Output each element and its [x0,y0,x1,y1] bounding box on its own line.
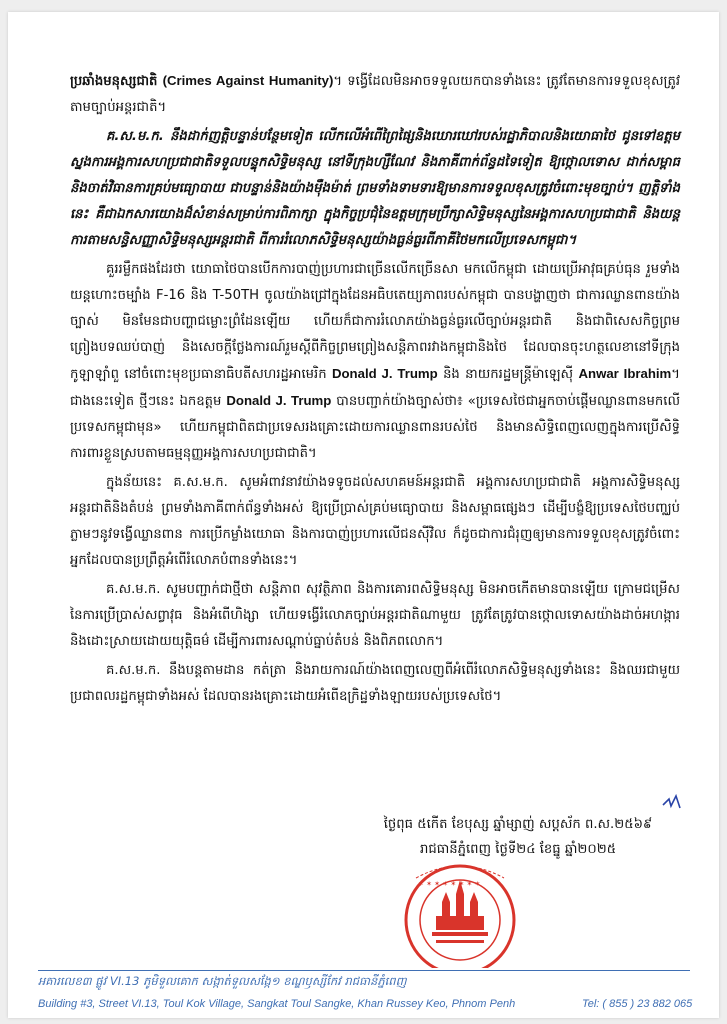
p3-name-anwar: Anwar Ibrahim [578,366,672,381]
p3-part-c: ។ ជាងនេះទៀត ថ្មីៗនេះ ឯកឧត្តម [70,367,680,409]
p1-rest: ។ ទង្វើដែលមិនអាចទទួលយកបានទាំងនេះ ត្រូវតែមានការទទួលខុសត្រូវតាមច្បាប់អន្តរជាតិ។ [70,74,681,115]
footer-khmer-address: អគារលេខ៣ ផ្លូវ VI.13 ភូមិទួលគោក សង្កាត់ទួលសង្កែ១ ខណ្ឌឫស្សីកែវ រាជធានីភ្នំពេញ [38,974,407,988]
handwritten-mark-icon [660,791,684,813]
paragraph-5: គ.ស.ម.ក. សូមបញ្ជាក់ជាថ្មីថា សន្តិភាព សុវត្ថិភាព និងការគោរពសិទ្ធិមនុស្ស មិនអាចកើតមានបានឡើយ ក្រោមជម្រើសនៃការប្រើប្រាស់សព្វាវុធ និងអំពើហិង្សា ហើយទង្វើរំលោភច្បាប់អន្តរជាតិណាមួយ ត្រូវតែត្រូវបានថ្កោលទោសយ៉ាងដាច់អហង្ការ និងដោះស្រាយដោយយុត្តិធម៌ ដើម្បីការពារសណ្តាប់ធ្នាប់តំបន់ និងពិភពលោក។ [70,582,680,649]
footer-english-address: Building #3, Street VI.13, Toul Kok Village, Sangkat Toul Sangke, Khan Russey Keo, Phnom Penh [38,998,516,1010]
p1-khmer: ប្រឆាំងមនុស្សជាតិ [70,74,158,89]
document-page [8,12,719,1018]
paragraph-1 [70,68,680,121]
lunar-date: ថ្ងៃពុធ ៥កើត ខែបុស្ស ឆ្នាំម្សាញ់ សប្តស័ក ព.ស.២៥៦៩ [383,817,653,832]
footer-telephone: Tel: ( 855 ) 23 882 065 [582,998,693,1010]
p3-part-a: គួររម្លឹកផងដែរថា យោធាថៃបានបើកការបាញ់ប្រហារជាច្រើនលើកច្រើនសា មកលើកម្ពុជា ដោយប្រើអាវុធគ្រប់ធុន រួមទាំងយន្តហោះចម្បាំង F-16 និង T-50TH ចូលយ៉ាងជ្រៅក្នុងដែនអធិបតេយ្យភាពរបស់កម្ពុជា បានបង្ហាញថា ជាការឈ្លានពានយ៉ាងច្បាស់ មិនមែនជាបញ្ហាជម្លោះព្រំដែនឡើយ ហើយក៏ជាការរំលោភយ៉ាងធ្ងន់ធ្ងរលើច្បាប់អន្តរជាតិ និងជាពិសេសកិច្ចព្រមព្រៀងបទឈប់បាញ់ និងសេចក្តីថ្លែងការណ៍រួមស្តីពីកិច្ចព្រមព្រៀងសន្តិភាពរវាងកម្ពុជានិងថៃ ដែលបានចុះហត្ថលេខានៅទីក្រុងកូឡាឡាំពួ នៅចំពោះមុខប្រធានាធិបតីសហរដ្ឋអាមេរិក [70,262,680,382]
p3-name-trump-2: Donald J. Trump [226,393,332,408]
p3-part-b: និង នាយករដ្ឋមន្ត្រីម៉ាឡេស៊ី [443,367,574,382]
p3-part-d: បានបញ្ជាក់យ៉ាងច្បាស់ថា៖ «ប្រទេសថៃជាអ្នកចាប់ផ្តើមឈ្លានពានមកលើប្រទេសកម្ពុជាមុន» ហើយកម្ពុជាពិតជាប្រទេសរងគ្រោះដោយការឈ្លានពានរបស់ថៃ និងមានសិទ្ធិពេញលេញក្នុងការប្រើសិទ្ធិការពារខ្លួនស្របតាមធម្មនុញ្ញអង្គការសហប្រជាជាតិ។ [70,394,681,461]
official-seal-icon [376,858,544,968]
date-block [368,812,668,862]
svg-text:✶ ✶ ✶ ✶ ✶ ✶ ✶ ✶: ✶ ✶ ✶ ✶ ✶ ✶ ✶ ✶ [418,880,481,888]
solar-date: រាជធានីភ្នំពេញ ថ្ងៃទី២៤ ខែធ្នូ ឆ្នាំ២០២៥ [419,842,617,857]
p1-english-term: (Crimes Against Humanity) [162,73,334,88]
paragraph-4: ក្នុងន័យនេះ គ.ស.ម.ក. សូមអំពាវនាវយ៉ាងទទូចដល់សហគមន៍អន្តរជាតិ អង្គការសហប្រជាជាតិ អង្គការសិទ្ធិមនុស្សអន្តរជាតិនិងតំបន់ ព្រមទាំងភាគីពាក់ព័ន្ធទាំងអស់ ឱ្យប្រើប្រាស់គ្រប់មធ្យោបាយ និងសម្ពាធផ្សេងៗ ដើម្បីបង្ខំឱ្យប្រទេសថៃបញ្ឈប់ភ្លាមៗនូវទង្វើឈ្លានពាន ការប្រើកម្លាំងយោធា និងការបាញ់ប្រហារលើជនស៊ីវិល ក៏ដូចជាការជំរុញឲ្យមានការទទួលខុសត្រូវចំពោះអ្នកដែលបានប្រព្រឹត្តអំពើរំលោភបំពានទាំងនេះ។ [70,475,680,568]
paragraph-3 [70,257,680,467]
letter-body [70,68,680,713]
paragraph-2: គ.ស.ម.ក. នឹងដាក់ញត្តិបន្ទាន់បន្ថែមទៀត លើកលើអំពើព្រៃផ្សៃនិងឃោរឃៅរបស់រដ្ឋាភិបាលនិងយោធាថៃ ជូនទៅឧត្តមស្នងការអង្គការសហប្រជាជាតិទទួលបន្ទុកសិទ្ធិមនុស្ស នៅទីក្រុងហ្សឺណែវ និងភាគីពាក់ព័ន្ធដទៃទៀត ឱ្យថ្កោលទោស ដាក់សម្ពាធ និងចាត់វិធានការគ្រប់មធ្យោបាយ ជាបន្ទាន់និងយ៉ាងម៉ឺងម៉ាត់ ព្រមទាំងទាមទារឱ្យមានការទទួលខុសត្រូវចំពោះមុខច្បាប់។ ញត្តិទាំងនេះ គឺជាឯកសារយោងដ៏សំខាន់សម្រាប់ការពិភាក្សា ក្នុងកិច្ចប្រជុំនៃឧត្តមក្រុមប្រឹក្សាសិទ្ធិមនុស្សនៃអង្គការសហប្រជាជាតិ និងយន្តការតាមសន្ធិសញ្ញាសិទ្ធិមនុស្សអន្តរជាតិ ពីការរំលោភសិទ្ធិមនុស្សយ៉ាងធ្ងន់ធ្ងរពីភាគីថៃមកលើប្រទេសកម្ពុជា។ [70,129,680,248]
paragraph-6: គ.ស.ម.ក. នឹងបន្តតាមដាន កត់ត្រា និងរាយការណ៍យ៉ាងពេញលេញពីអំពើរំលោភសិទ្ធិមនុស្សទាំងនេះ និងឈរជាមួយប្រជាពលរដ្ឋកម្ពុជាទាំងអស់ ដែលបានរងគ្រោះដោយអំពើឧក្រិដ្ឋទាំងឡាយរបស់ប្រទេសថៃ។ [70,663,680,704]
p3-name-trump-1: Donald J. Trump [331,366,438,381]
footer-divider [38,970,690,971]
